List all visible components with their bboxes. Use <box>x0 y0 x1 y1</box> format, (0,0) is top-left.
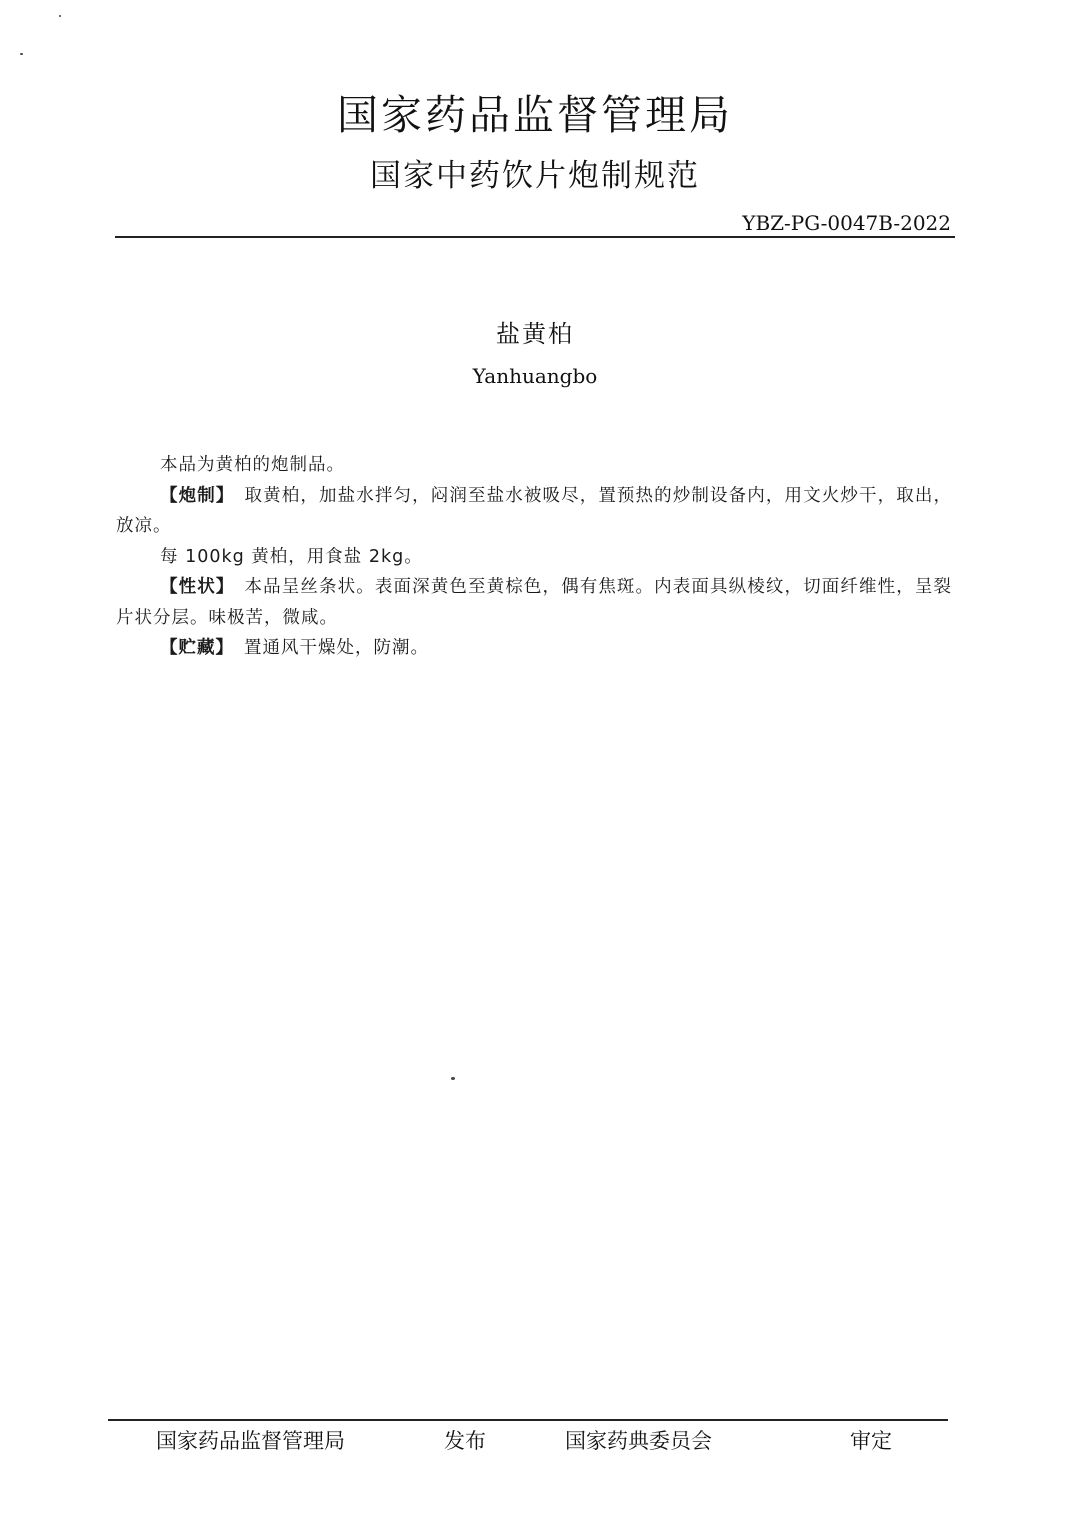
item-pinyin: Yanhuangbo <box>472 364 598 388</box>
description-text: 本品呈丝条状。表面深黄色至黄棕色，偶有焦斑。内表面具纵棱纹，切面纤维性，呈裂片状分层。味极苦，微咸。 <box>116 577 953 628</box>
item-name: 盐黄柏 <box>496 320 574 348</box>
ratio-paragraph: 每 100kg 黄柏，用食盐 2kg。 <box>160 546 423 567</box>
header-rule <box>115 236 955 238</box>
processing-label: 【炮制】 <box>160 485 235 506</box>
publish-action: 发布 <box>444 1429 486 1453</box>
storage-paragraph <box>116 633 952 664</box>
scan-speck <box>451 1077 455 1080</box>
publisher: 国家药品监督管理局 <box>156 1429 345 1453</box>
reviewer: 国家药典委员会 <box>565 1429 712 1453</box>
footer-rule <box>108 1419 948 1421</box>
storage-text: 置通风干燥处，防潮。 <box>244 638 429 658</box>
processing-text: 取黄柏，加盐水拌匀，闷润至盐水被吸尽，置预热的炒制设备内，用文火炒干，取出，放凉。 <box>116 485 953 536</box>
scan-speck <box>20 53 23 55</box>
storage-label: 【贮藏】 <box>160 638 234 658</box>
review-action: 审定 <box>850 1429 892 1453</box>
description-label: 【性状】 <box>160 577 235 597</box>
scan-speck <box>59 15 61 17</box>
intro-paragraph: 本品为黄柏的炮制品。 <box>160 455 345 475</box>
body-text <box>116 450 952 664</box>
standard-code: YBZ-PG-0047B-2022 <box>742 211 951 235</box>
spec-title: 国家中药饮片炮制规范 <box>370 158 700 194</box>
agency-title: 国家药品监督管理局 <box>337 91 733 139</box>
processing-paragraph <box>116 481 952 542</box>
description-paragraph <box>116 572 952 633</box>
